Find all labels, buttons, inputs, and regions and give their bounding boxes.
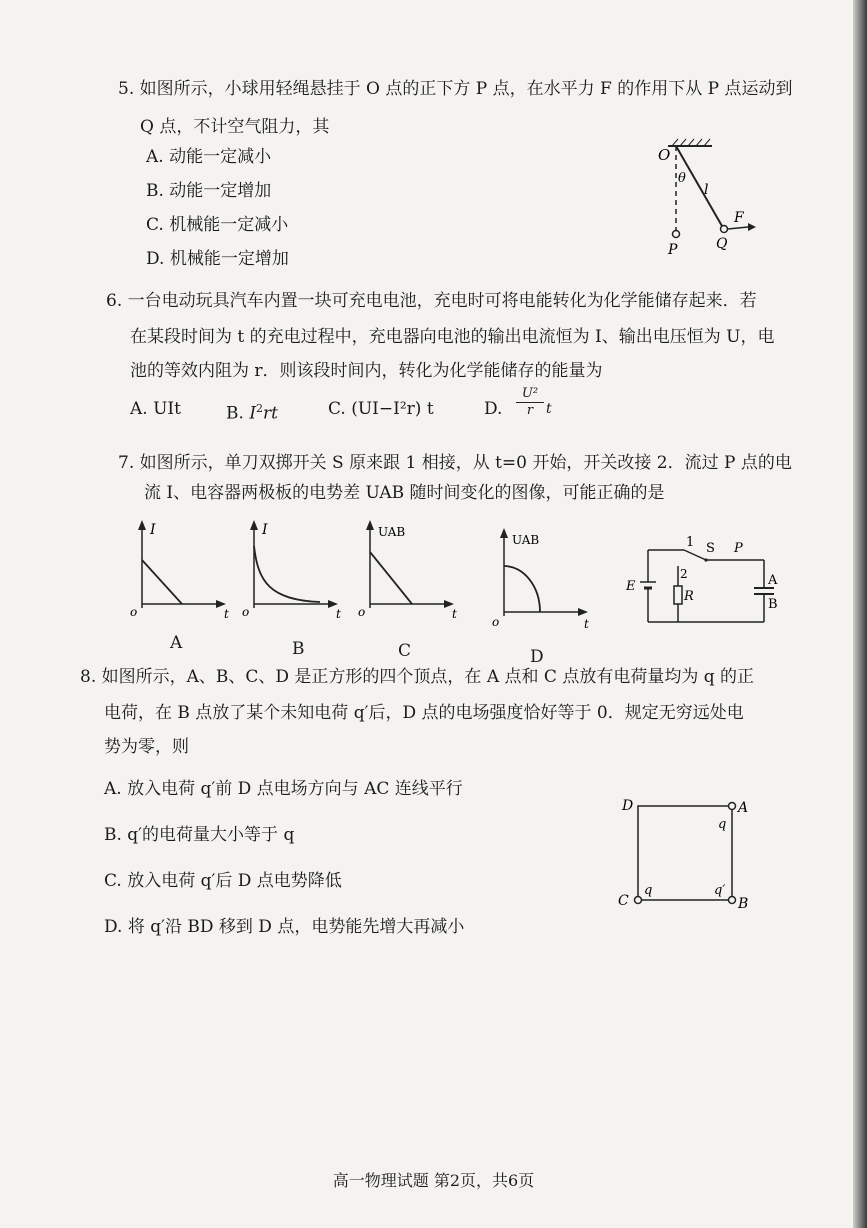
- q6-option-d-label: D.: [484, 399, 503, 419]
- ball-p: [673, 231, 680, 238]
- vertex-c-label: C: [618, 893, 629, 909]
- q6-option-b-tail: rt: [263, 403, 278, 424]
- q6-option-a: A. UIt: [130, 399, 181, 419]
- switch-terminal-2: 2: [680, 567, 688, 581]
- graph-d-x-arrow: [578, 608, 588, 616]
- q7-stem-line1: 7. 如图所示，单刀双掷开关 S 原来跟 1 相接，从 t=0 开始，开关改接 2．流过 P 点的电: [118, 453, 792, 473]
- q8-stem-line3: 势为零，则: [104, 737, 189, 757]
- q6-option-d-tail: t: [546, 401, 552, 417]
- graph-d-caption: D: [530, 647, 544, 667]
- label-plate-a: A: [768, 573, 778, 588]
- graph-d: [490, 528, 600, 631]
- q6-stem-line3: 池的等效内阻为 r．则该段时间内，转化为化学能储存的能量为: [130, 361, 603, 381]
- charge-at-c: [635, 897, 642, 904]
- force-arrow: [728, 227, 748, 229]
- graph-c-y-arrow: [366, 520, 374, 530]
- graph-b-curve: [254, 546, 320, 602]
- force-arrowhead: [748, 223, 756, 231]
- graph-c-curve: [370, 552, 412, 604]
- graph-a-y-label: I: [150, 522, 156, 538]
- label-resistor-r: R: [684, 589, 694, 604]
- q6-stem-line2: 在某段时间为 t 的充电过程中，充电器向电池的输出电流恒为 I、输出电压恒为 U，电: [130, 327, 775, 347]
- graph-d-y-label: UAB: [512, 533, 540, 547]
- graph-b-y-arrow: [250, 520, 258, 530]
- page-edge-shadow: [853, 0, 867, 1228]
- graph-d-curve: [504, 566, 540, 612]
- q5-option-a: A. 动能一定减小: [146, 147, 272, 167]
- ball-q: [721, 226, 728, 233]
- q8-option-a: A. 放入电荷 q′前 D 点电场方向与 AC 连线平行: [104, 779, 463, 799]
- vertex-b-label: B: [738, 896, 749, 912]
- graph-c-y-label: UAB: [378, 525, 406, 539]
- q5-stem-line2: Q 点，不计空气阻力，其: [140, 117, 330, 137]
- page-footer: 高一物理试题 第2页，共6页: [332, 1171, 535, 1190]
- graph-d-y-arrow: [500, 528, 508, 538]
- graph-b: [240, 520, 350, 620]
- q8-stem-line2: 电荷，在 B 点放了某个未知电荷 q′后，D 点的电场强度恰好等于 0．规定无穷远处电: [104, 703, 744, 723]
- pendulum-figure: [650, 138, 780, 258]
- graph-b-y-label: I: [262, 522, 268, 538]
- graph-a-caption: A: [170, 633, 183, 653]
- graph-a-x-label: t: [224, 607, 229, 621]
- charge-at-a: [729, 803, 736, 810]
- label-theta: θ: [678, 171, 686, 186]
- charge-a-label: q: [718, 817, 727, 832]
- charge-c-label: q: [644, 883, 653, 898]
- label-emf-e: E: [626, 579, 636, 594]
- rope-line: [676, 146, 722, 226]
- square-charge-figure: [614, 794, 764, 916]
- q6-option-d-numerator: U²: [516, 386, 544, 403]
- graph-b-caption: B: [292, 639, 305, 659]
- vertex-a-label: A: [738, 800, 749, 816]
- q6-option-b: [226, 398, 278, 425]
- graph-c: [356, 520, 466, 620]
- graph-d-origin: o: [492, 615, 500, 629]
- graph-a-y-arrow: [138, 520, 146, 530]
- label-p: P: [668, 242, 678, 258]
- graph-b-origin: o: [242, 605, 250, 619]
- graph-c-origin: o: [358, 605, 366, 619]
- q7-stem-line2: 流 I、电容器两极板的电势差 UAB 随时间变化的图像，可能正确的是: [144, 483, 665, 503]
- q8-option-c: C. 放入电荷 q′后 D 点电势降低: [104, 871, 342, 891]
- graph-a-origin: o: [130, 605, 138, 619]
- graph-a: [128, 520, 238, 620]
- resistor: [674, 586, 682, 604]
- q6-option-d-fraction: [516, 386, 544, 419]
- graph-c-caption: C: [398, 641, 412, 661]
- q6-option-b-base: I: [249, 403, 257, 424]
- charge-at-b: [729, 897, 736, 904]
- q6-option-c: C. (UI−I²r) t: [328, 399, 434, 419]
- q6-option-b-exp: 2: [256, 402, 264, 415]
- q6-option-d-denominator: r: [526, 403, 534, 418]
- circuit-diagram: [622, 536, 782, 632]
- graph-c-x-label: t: [452, 607, 457, 621]
- switch-terminal-1: 1: [686, 535, 695, 550]
- q8-option-b: B. q′的电荷量大小等于 q: [104, 825, 295, 845]
- graph-b-x-label: t: [336, 607, 341, 621]
- q5-option-d: D. 机械能一定增加: [146, 249, 289, 269]
- label-o: O: [658, 146, 671, 164]
- switch-blade: [684, 550, 706, 560]
- ceiling-hatch: [672, 139, 710, 146]
- vertex-d-label: D: [622, 798, 634, 814]
- q8-stem-line1: 8. 如图所示，A、B、C、D 是正方形的四个顶点，在 A 点和 C 点放有电荷量均为 q 的正: [80, 667, 755, 687]
- q8-option-d: D. 将 q′沿 BD 移到 D 点，电势能先增大再减小: [104, 917, 465, 937]
- label-plate-b: B: [768, 597, 778, 612]
- label-f: F: [734, 210, 744, 226]
- charge-b-label: q′: [714, 883, 726, 898]
- switch-contact: [704, 558, 707, 561]
- q6-option-b-label: B.: [226, 403, 244, 424]
- label-switch-s: S: [706, 541, 715, 556]
- label-q: Q: [716, 236, 728, 252]
- label-l: l: [704, 182, 709, 198]
- graph-a-curve: [142, 560, 182, 604]
- q5-option-c: C. 机械能一定减小: [146, 215, 289, 235]
- label-point-p: P: [734, 541, 743, 556]
- graph-d-x-label: t: [584, 617, 589, 631]
- q6-stem-line1: 6. 一台电动玩具汽车内置一块可充电电池，充电时可将电能转化为化学能储存起来．若: [106, 291, 757, 311]
- q5-stem-line1: 5. 如图所示，小球用轻绳悬挂于 O 点的正下方 P 点，在水平力 F 的作用下从 P 点运动到: [118, 79, 793, 99]
- q5-option-b: B. 动能一定增加: [146, 181, 272, 201]
